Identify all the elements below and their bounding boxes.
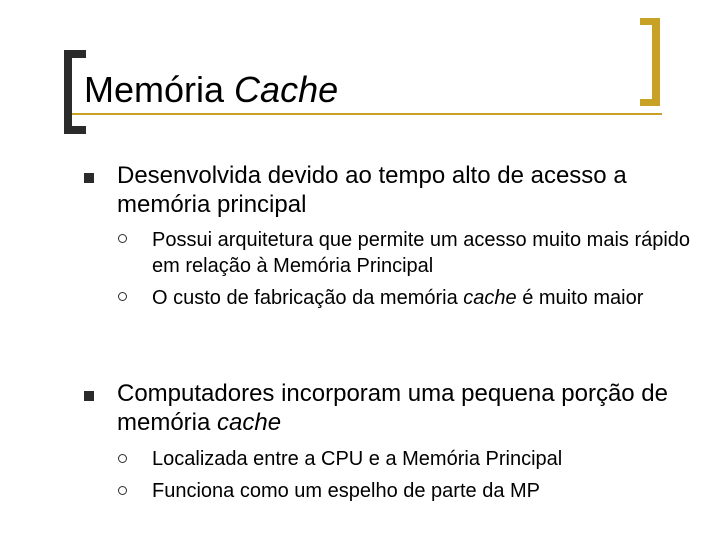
bullet-1-sub-2-text [152, 285, 692, 311]
bullet-2-text [117, 379, 677, 437]
slide-title [84, 68, 338, 112]
bullet-2-italic: cache [217, 409, 282, 436]
bullet-1-text: Desenvolvida devido ao tempo alto de acesso a memória principal [117, 162, 627, 218]
title-main: Memória [84, 69, 225, 110]
sub-bullet-circle-icon [118, 486, 127, 495]
bullet-2-before: Computadores incorporam uma pequena porção de memória [117, 380, 669, 436]
sub-bullet-circle-icon [118, 234, 127, 243]
bullet-1-sub-1-text: Possui arquitetura que permite um acesso muito mais rápido em relação à Memória Principal [152, 229, 691, 277]
title-underline [72, 113, 662, 115]
title-italic: Cache [234, 69, 339, 110]
title-bracket-right [652, 18, 660, 106]
title-bracket-right-bottom [640, 99, 660, 106]
bullet-1-sub-2-before: O custo de fabricação da memória [152, 287, 464, 309]
bullet-1-sub-2-after: é muito maior [516, 287, 644, 309]
bullet-square-icon [84, 391, 94, 401]
title-bracket-left [64, 50, 72, 134]
bullet-1-sub-2-italic: cache [463, 287, 517, 309]
bullet-square-icon [84, 173, 94, 183]
sub-bullet-circle-icon [118, 292, 127, 301]
bullet-2-sub-2-text: Funciona como um espelho de parte da MP [152, 480, 540, 502]
title-bracket-left-bottom [64, 126, 86, 134]
sub-bullet-circle-icon [118, 454, 127, 463]
bullet-2-sub-1-text: Localizada entre a CPU e a Memória Principal [152, 448, 563, 470]
